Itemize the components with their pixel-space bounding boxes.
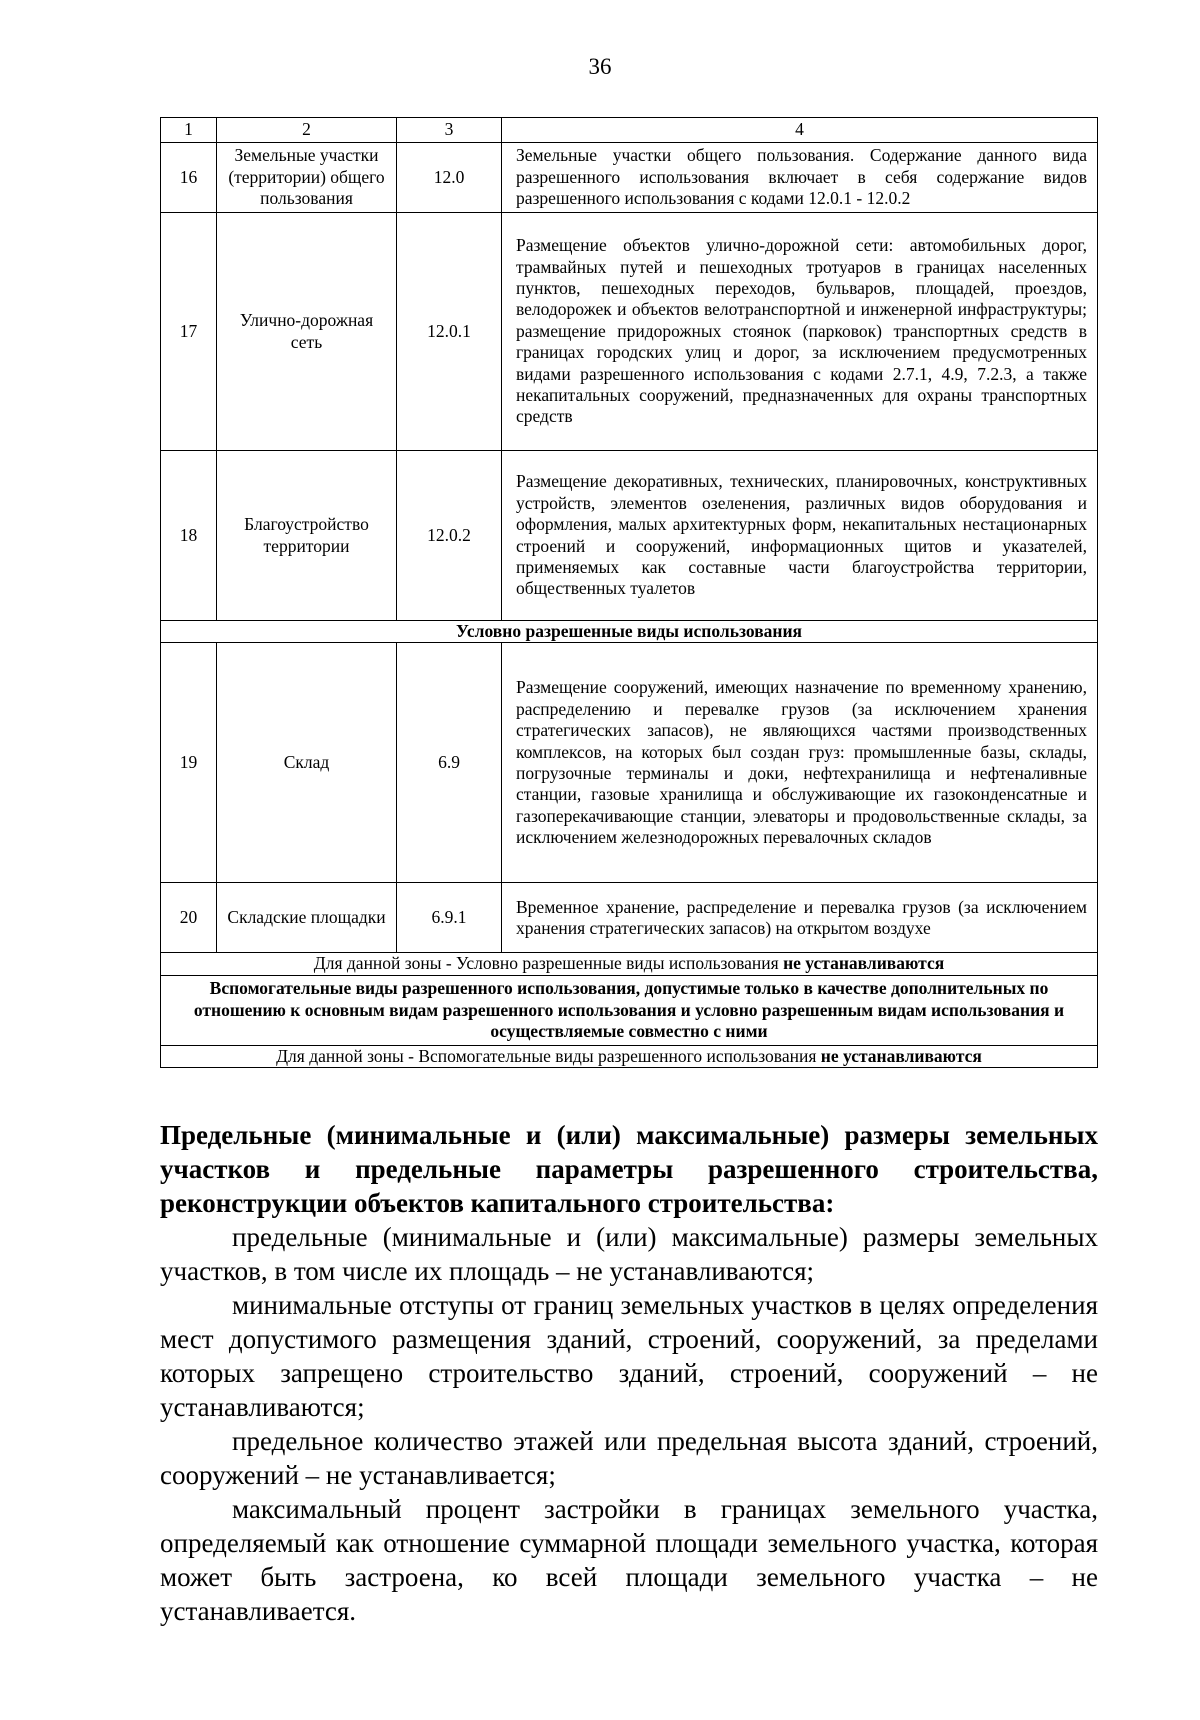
column-header: 1 — [161, 118, 217, 143]
use-type-description: Размещение сооружений, имеющих назначение по временному хранению, распределению и перевалке грузов (за исключением хранения стратегических запасов), не являющихся частями производственных комплексов, на которых был создан груз: промышленные базы, склады, погрузочные терминалы и доки, нефтехранилища и нефтеналивные станции, газовые хранилища и обслуживающие их газоконденсатные и газоперекачивающие станции, элеваторы и продовольственные склады, за исключением железнодорожных перевалочных складов — [502, 643, 1098, 883]
section-heading-row — [161, 975, 1098, 1045]
row-number: 19 — [161, 643, 217, 883]
use-type-code: 12.0 — [397, 143, 502, 213]
land-use-table — [160, 117, 1098, 1068]
section-heading: Предельные (минимальные и (или) максимальные) размеры земельных участков и предельные параметры разрешенного строительства, реконструкции объектов капитального строительства: — [160, 1120, 1098, 1218]
table-row — [161, 883, 1098, 953]
note-emphasis: не устанавливаются — [783, 953, 945, 974]
table-row — [161, 213, 1098, 451]
row-number: 16 — [161, 143, 217, 213]
row-number: 18 — [161, 451, 217, 621]
paragraph: предельное количество этажей или предельная высота зданий, строений, сооружений – не устанавливается; — [160, 1426, 1098, 1490]
use-type-name: Складские площадки — [217, 883, 397, 953]
use-type-description: Размещение декоративных, технических, планировочных, конструктивных устройств, элементов озеленения, различных видов оборудования и оформления, малых архитектурных форм, некапитальных нестационарных строений и сооружений, информационных щитов и указателей, применяемых как составные части благоустройства территории, общественных туалетов — [502, 451, 1098, 621]
note-text: Для данной зоны - Условно разрешенные виды использования — [313, 953, 784, 974]
use-type-name: Улично-дорожная сеть — [217, 213, 397, 451]
auxiliary-uses-heading: Вспомогательные виды разрешенного использования, допустимые только в качестве дополнительных по отношению к основным видам разрешенного использования и условно разрешенным видам использования и осуществляемые совместно с ними — [161, 975, 1098, 1045]
note-emphasis: не устанавливаются — [820, 1045, 982, 1066]
column-header: 2 — [217, 118, 397, 143]
use-type-name: Земельные участки (территории) общего пользования — [217, 143, 397, 213]
paragraph: минимальные отступы от границ земельных участков в целях определения мест допустимого размещения зданий, строений, сооружений, за пределами которых запрещено строительство зданий, строений, сооружений – не устанавливаются; — [160, 1290, 1098, 1422]
use-type-name: Благоустройство территории — [217, 451, 397, 621]
paragraph: максимальный процент застройки в границах земельного участка, определяемый как отношение суммарной площади земельного участка, которая может быть застроена, ко всей площади земельного участка – не устанавливается. — [160, 1494, 1098, 1626]
table-row — [161, 643, 1098, 883]
use-type-code: 6.9 — [397, 643, 502, 883]
note-row — [161, 953, 1098, 975]
column-header: 4 — [502, 118, 1098, 143]
table-row — [161, 451, 1098, 621]
row-number: 20 — [161, 883, 217, 953]
auxiliary-uses-note — [161, 1045, 1098, 1067]
conditional-uses-heading: Условно разрешенные виды использования — [161, 621, 1098, 643]
use-type-code: 6.9.1 — [397, 883, 502, 953]
use-type-code: 12.0.1 — [397, 213, 502, 451]
paragraph: предельные (минимальные и (или) максимальные) размеры земельных участков, в том числе их площадь – не устанавливаются; — [160, 1222, 1098, 1286]
table-row — [161, 143, 1098, 213]
page-number: 36 — [588, 54, 612, 79]
table-header-row — [161, 118, 1098, 143]
use-type-name: Склад — [217, 643, 397, 883]
conditional-uses-note — [161, 953, 1098, 975]
parameters-section — [160, 1118, 1098, 1628]
section-heading-row — [161, 621, 1098, 643]
note-row — [161, 1045, 1098, 1067]
use-type-description: Временное хранение, распределение и перевалка грузов (за исключением хранения стратегических запасов) на открытом воздухе — [502, 883, 1098, 953]
column-header: 3 — [397, 118, 502, 143]
row-number: 17 — [161, 213, 217, 451]
note-text: Для данной зоны - Вспомогательные виды разрешенного использования — [276, 1045, 821, 1066]
use-type-code: 12.0.2 — [397, 451, 502, 621]
use-type-description: Земельные участки общего пользования. Содержание данного вида разрешенного использования включает в себя содержание видов разрешенного использования с кодами 12.0.1 - 12.0.2 — [502, 143, 1098, 213]
use-type-description: Размещение объектов улично-дорожной сети: автомобильных дорог, трамвайных путей и пешеходных тротуаров в границах населенных пунктов, пешеходных переходов, бульваров, площадей, проездов, велодорожек и объектов велотранспортной и инженерной инфраструктуры; размещение придорожных стоянок (парковок) транспортных средств в границах городских улиц и дорог, за исключением предусмотренных видами разрешенного использования с кодами 2.7.1, 4.9, 7.2.3, а также некапитальных сооружений, предназначенных для охраны транспортных средств — [502, 213, 1098, 451]
